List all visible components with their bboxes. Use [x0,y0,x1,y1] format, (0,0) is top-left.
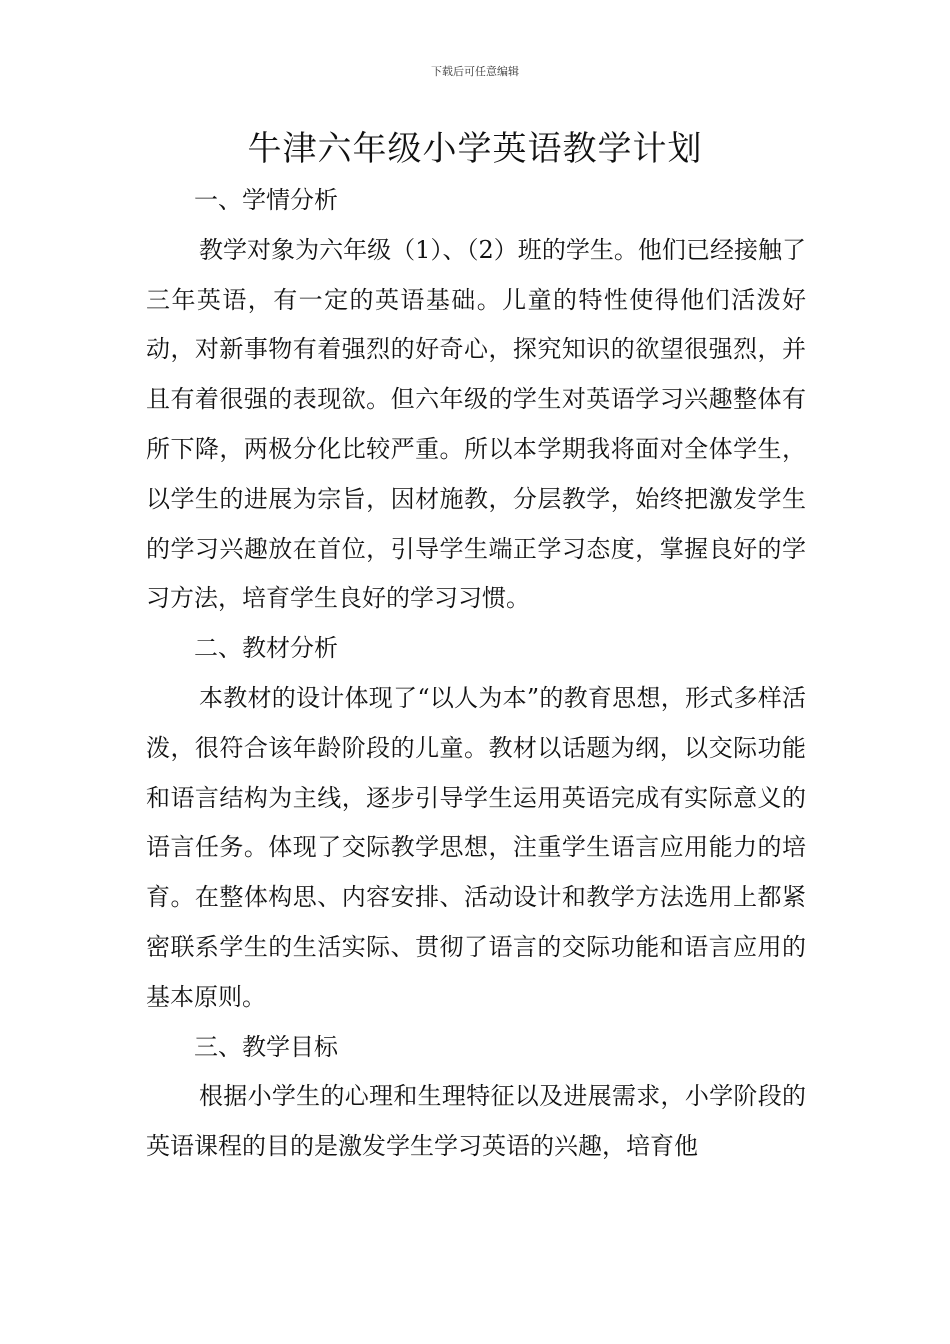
paragraph-teaching-goals: 根据小学生的心理和生理特征以及进展需求，小学阶段的英语课程的目的是激发学生学习英语的兴趣，培育他 [146,1082,806,1161]
section-heading-goals: 三、教学目标 [194,1032,338,1061]
section-heading-analysis: 一、学情分析 [194,186,338,214]
document-body [146,176,806,1172]
paragraph-student-analysis: 教学对象为六年级（1）、（2）班的学生。他们已经接触了三年英语，有一定的英语基础。儿童的特性使得他们活泼好动，对新事物有着强烈的好奇心，探究知识的欲望很强烈，并且有着很强的表现欲。但六年级的学生对英语学习兴趣整体有所下降，两极分化比较严重。所以本学期我将面对全体学生，以学生的进展为宗旨，因材施教，分层教学，始终把激发学生的学习兴趣放在首位，引导学生端正学习态度，掌握良好的学习方法，培育学生良好的学习习惯。 [146,235,806,613]
header-note: 下载后可任意编辑 [431,65,519,78]
paragraph-textbook-analysis: 本教材的设计体现了“以人为本”的教育思想，形式多样活泼，很符合该年龄阶段的儿童。教材以话题为纲，以交际功能和语言结构为主线，逐步引导学生运用英语完成有实际意义的语言任务。体现了交际教学思想，注重学生语言应用能力的培育。在整体构思、内容安排、活动设计和教学方法选用上都紧密联系学生的生活实际、贯彻了语言的交际功能和语言应用的基本原则。 [146,683,806,1011]
section-heading-textbook: 二、教材分析 [194,634,338,663]
document-title: 牛津六年级小学英语教学计划 [247,129,703,169]
